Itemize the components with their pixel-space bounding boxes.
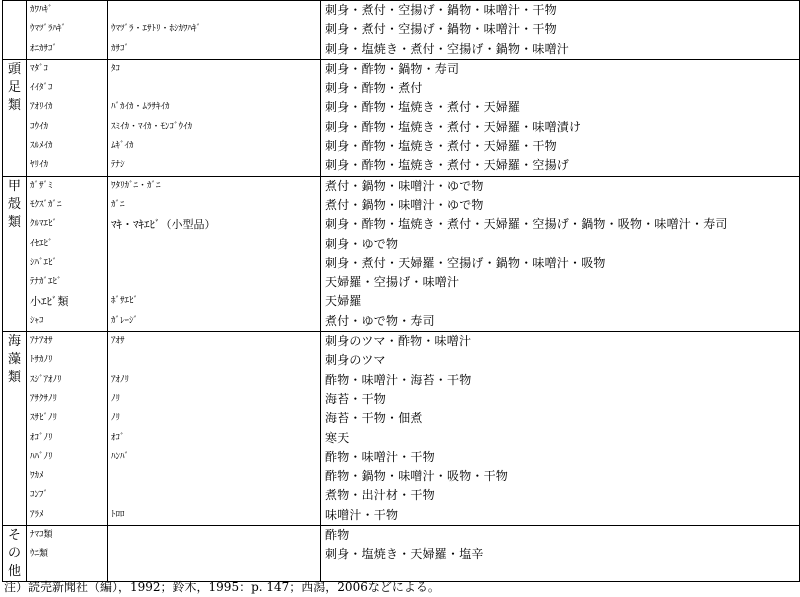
local-name: [108, 526, 320, 545]
table-body: [3, 1, 800, 582]
category-cell: [3, 332, 27, 526]
local-name: ｶﾞﾆ: [111, 199, 125, 210]
category-char: 他: [7, 564, 21, 580]
group-row: [3, 526, 800, 582]
species-name: ｵﾆｶｻｺﾞ: [30, 43, 58, 54]
category-cell: [3, 526, 27, 582]
dishes-text: 煮物・出汁材・干物: [325, 488, 435, 503]
dishes-text: 刺身・酢物・煮付: [325, 81, 423, 96]
species-name: ｱﾗﾒ: [30, 509, 44, 520]
category-cell: [3, 176, 27, 331]
local-name: ﾊﾝﾊﾞ: [111, 451, 130, 462]
dishes-text: 酢物・味噌汁・海苔・干物: [325, 372, 472, 387]
dishes-text: 刺身・酢物・塩焼き・煮付・天婦羅・味噌漬け: [325, 119, 582, 134]
species-name: ｸﾙﾏｴﾋﾞ: [30, 219, 58, 230]
local-name-cell: [108, 526, 321, 582]
species-name: ﾃﾅｶﾞｴﾋﾞ: [30, 277, 62, 288]
species-name: ｲｾｴﾋﾞ: [30, 238, 53, 249]
local-name: ﾊﾞｶｲｶ・ﾑﾗｻｷｲｶ: [111, 102, 170, 113]
dishes-text: 刺身・塩焼き・天婦羅・塩辛: [325, 547, 484, 562]
local-name: ｶｻｺﾞ: [111, 43, 130, 54]
local-name: ﾄﾛﾛ: [111, 509, 125, 520]
category-char: 藻: [7, 352, 21, 368]
species-name: ﾜｶﾒ: [30, 471, 44, 482]
category-char: そ: [7, 528, 21, 544]
local-name: ﾎﾞｻｴﾋﾞ: [111, 296, 139, 307]
category-char: 殻: [7, 196, 21, 212]
local-name: ﾀｺ: [111, 63, 121, 74]
local-name: [108, 1, 320, 20]
species-name: ｶﾜﾊｷﾞ: [30, 5, 53, 15]
local-name: [108, 273, 320, 292]
species-name: ｺｳｲｶ: [30, 121, 49, 132]
dishes-cell: [321, 526, 800, 582]
local-name: [108, 79, 320, 98]
species-name: ﾏﾀﾞｺ: [30, 63, 49, 74]
group-row: [3, 1, 800, 60]
species-name-cell: [27, 176, 108, 331]
local-name: ｱｵｻ: [111, 336, 125, 347]
local-name: ﾃﾅｼ: [111, 160, 125, 171]
species-name-cell: [27, 526, 108, 582]
category-label: [3, 1, 26, 2]
category-char: 類: [7, 214, 21, 230]
local-name: [108, 467, 320, 486]
footnote: 注）読売新聞社（編），1992；鈴木，1995：p. 147；西潟，2006などによる。: [4, 580, 440, 594]
species-name: ｲｲﾀﾞｺ: [30, 83, 53, 94]
species-name: ｵｺﾞﾉﾘ: [30, 432, 53, 443]
dishes-text: 刺身のツマ: [325, 353, 386, 368]
dishes-text: 煮付・鍋物・味噌汁・ゆで物: [325, 178, 484, 193]
species-name: ｼﾊﾞｴﾋﾞ: [30, 257, 58, 268]
local-name: ｳﾏﾂﾞﾗ・ｴｻﾄﾘ・ﾎｼｶﾜﾊｷﾞ: [111, 24, 202, 35]
category-char: 類: [7, 370, 21, 386]
species-name: ｽﾙﾒｲｶ: [30, 141, 53, 152]
dishes-text: 刺身・煮付・空揚げ・鍋物・味噌汁・干物: [325, 3, 557, 17]
dishes-text: 刺身・塩焼き・煮付・空揚げ・鍋物・味噌汁: [325, 41, 570, 56]
dishes-text: 海苔・干物: [325, 391, 387, 406]
species-name: ｱｵﾘｲｶ: [30, 102, 53, 113]
local-name: ｱｵﾉﾘ: [111, 374, 130, 385]
local-name-cell: [108, 1, 321, 60]
local-name: ｵｺﾞ: [111, 432, 125, 443]
group-row: [3, 332, 800, 526]
species-name: ｽｼﾞｱｵﾉﾘ: [30, 374, 62, 385]
dishes-text: 刺身・酢物・塩焼き・煮付・天婦羅・空揚げ・鍋物・吸物・味噌汁・寿司: [325, 217, 728, 232]
dishes-text: 天婦羅・空揚げ・味噌汁: [325, 275, 460, 290]
local-name: ﾏｷ・ﾏｷｴﾋﾞ（小型品）: [111, 218, 216, 232]
dishes-text: 寒天: [325, 430, 350, 445]
category-char: 類: [7, 97, 21, 113]
species-name: ｳﾏﾂﾞﾗﾊｷﾞ: [30, 24, 67, 35]
dishes-text: 刺身・酢物・鍋物・寿司: [325, 61, 460, 76]
dishes-cell: [321, 176, 800, 331]
local-name: [108, 545, 320, 564]
species-name-cell: [27, 1, 108, 60]
local-name: ﾑｷﾞｲｶ: [111, 141, 134, 152]
category-cell: [3, 1, 27, 60]
species-name: ﾅﾏｺ類: [30, 530, 53, 541]
dishes-text: 刺身・酢物・塩焼き・煮付・天婦羅・空揚げ: [325, 158, 570, 173]
species-name: ｱﾅｱｵｻ: [30, 336, 53, 347]
species-name: ｼｬｺ: [30, 315, 44, 326]
species-name: ｱｻｸｻﾉﾘ: [30, 393, 58, 404]
species-name: ｶﾞｻﾞﾐ: [30, 180, 53, 191]
dishes-text: 刺身・酢物・塩焼き・煮付・天婦羅・干物: [325, 139, 557, 154]
dishes-text: 刺身・ゆで物: [325, 236, 399, 251]
category-label: [3, 60, 26, 115]
dishes-text: 味噌汁・干物: [325, 507, 399, 522]
fish-usage-table-sheet: [2, 0, 800, 582]
dishes-text: 刺身・酢物・塩焼き・煮付・天婦羅: [325, 100, 521, 115]
category-label: [3, 332, 26, 387]
category-char: 海: [7, 334, 21, 350]
local-name: ﾉﾘ: [111, 413, 121, 424]
local-name: [108, 254, 320, 273]
group-row: [3, 176, 800, 331]
species-name: 小ｴﾋﾞ類: [30, 295, 69, 309]
species-name-cell: [27, 332, 108, 526]
local-name: [108, 486, 320, 505]
dishes-text: 酢物: [325, 528, 350, 543]
dishes-text: 刺身・煮付・天婦羅・空揚げ・鍋物・味噌汁・吸物: [325, 255, 606, 270]
species-name: ﾓｸｽﾞｶﾞﾆ: [30, 199, 62, 210]
group-row: [3, 59, 800, 176]
local-name: ｶﾞﾚｰｼﾞ: [111, 315, 139, 326]
local-name: ﾉﾘ: [111, 393, 121, 404]
local-name: [108, 235, 320, 254]
dishes-text: 刺身・煮付・空揚げ・鍋物・味噌汁・干物: [325, 22, 557, 37]
species-name: ﾊﾊﾞﾉﾘ: [30, 451, 53, 462]
dishes-text: 煮付・鍋物・味噌汁・ゆで物: [325, 197, 484, 212]
dishes-text: 煮付・ゆで物・寿司: [325, 313, 435, 328]
dishes-text: 酢物・鍋物・味噌汁・吸物・干物: [325, 469, 509, 484]
dishes-text: 天婦羅: [325, 294, 362, 309]
species-name: ﾄｻｶﾉﾘ: [30, 355, 53, 366]
category-char: 頭: [7, 61, 21, 77]
species-name: ｳﾆ類: [30, 549, 49, 560]
category-cell: [3, 59, 27, 176]
fish-usage-table: [2, 0, 800, 582]
species-name-cell: [27, 59, 108, 176]
local-name: [108, 351, 320, 370]
local-name-cell: [108, 59, 321, 176]
dishes-text: 刺身のツマ・酢物・味噌汁: [325, 334, 472, 349]
category-char: 足: [7, 79, 21, 95]
species-name: ｺﾝﾌﾞ: [30, 490, 49, 501]
dishes-cell: [321, 1, 800, 60]
dishes-cell: [321, 59, 800, 176]
category-char: の: [7, 546, 21, 562]
species-name: ﾔﾘｲｶ: [30, 160, 49, 171]
dishes-cell: [321, 332, 800, 526]
species-name: ｽｻﾋﾞﾉﾘ: [30, 413, 58, 424]
category-label: [3, 177, 26, 232]
local-name: ｽﾐｲｶ・ﾏｲｶ・ﾓﾝｺﾞｳｲｶ: [111, 121, 193, 132]
local-name-cell: [108, 176, 321, 331]
local-name-cell: [108, 332, 321, 526]
category-char: 甲: [7, 178, 21, 194]
local-name: ﾜﾀﾘｶﾞﾆ・ｶﾞﾆ: [111, 180, 161, 191]
category-label: [3, 526, 26, 581]
dishes-text: 酢物・味噌汁・干物: [325, 449, 435, 464]
dishes-text: 海苔・干物・佃煮: [325, 411, 423, 426]
